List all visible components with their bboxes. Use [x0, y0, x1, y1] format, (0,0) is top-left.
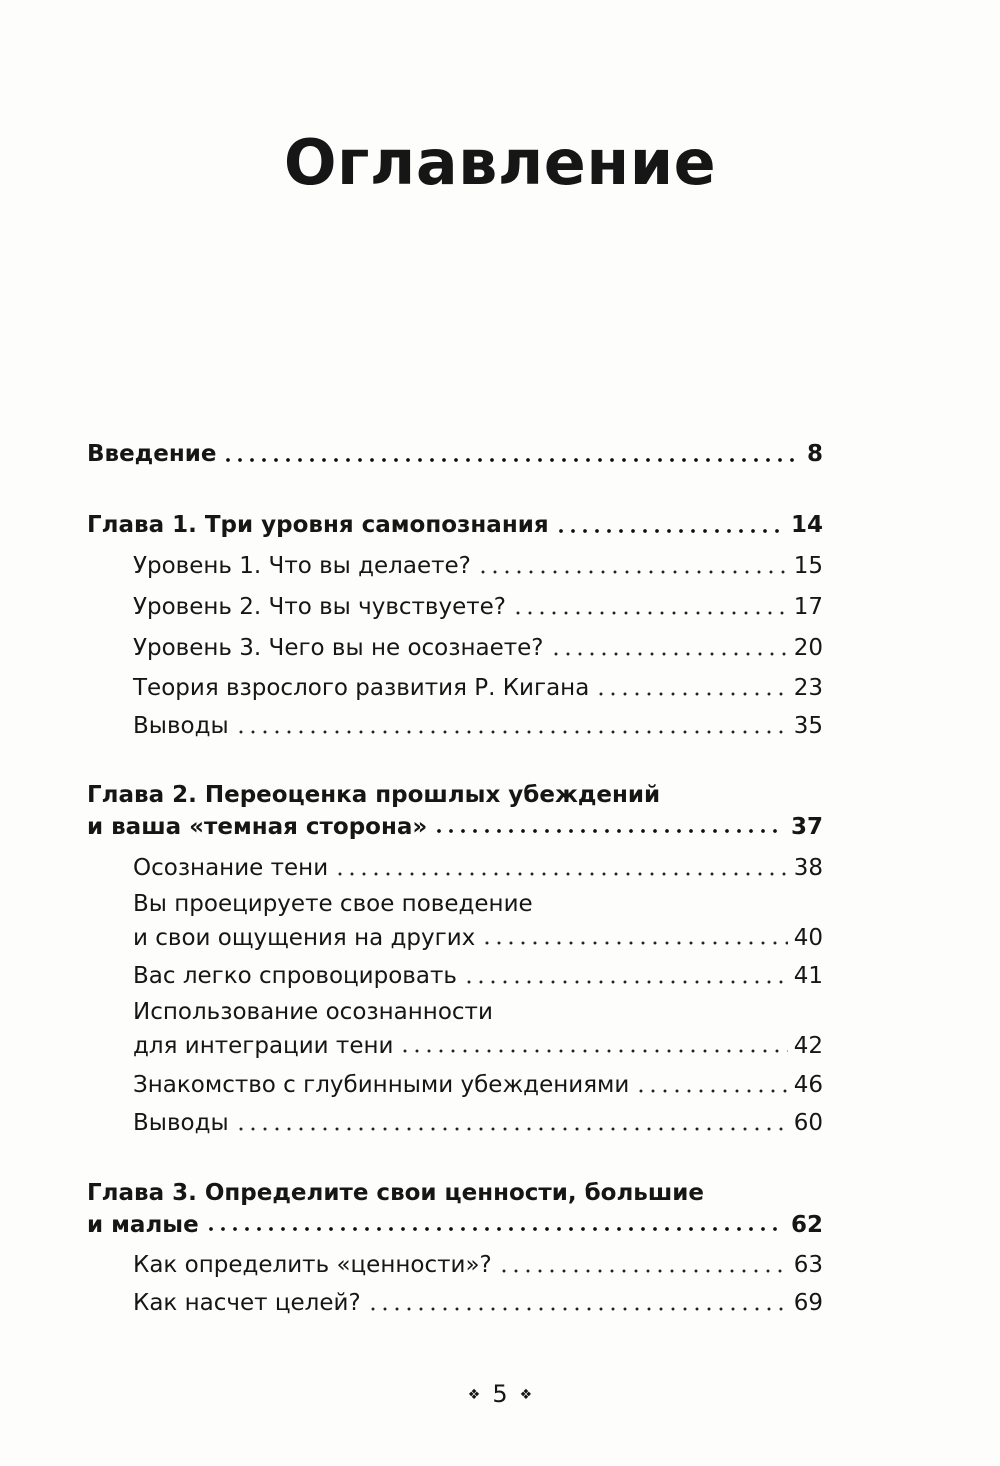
entry-title-line: Глава 2. Переоценка прошлых убеждений [87, 782, 661, 808]
page-number: 15 [793, 553, 823, 579]
page-number: 14 [790, 512, 823, 538]
toc-entry-chapter-3[interactable] [87, 1177, 823, 1241]
entry-title: Уровень 3. Чего вы не осознаете? [133, 635, 544, 661]
page-number: 62 [790, 1212, 823, 1238]
toc-entry[interactable] [133, 1247, 823, 1283]
dot-leader [235, 729, 788, 735]
entry-title: Введение [87, 441, 217, 467]
toc-entry[interactable] [133, 630, 823, 666]
entry-title: и ваша «темная сторона» [87, 814, 428, 840]
entry-title: Теория взрослого развития Р. Кигана [133, 675, 590, 701]
dot-leader [498, 1268, 788, 1274]
entry-title-line: Глава 3. Определите свои ценности, большие [87, 1180, 704, 1206]
toc-entry[interactable] [133, 887, 823, 955]
dot-leader [235, 1126, 788, 1132]
ornament-icon: ❖ [519, 1387, 533, 1403]
page-footer [0, 1380, 1000, 1408]
toc-entry-chapter-2[interactable] [87, 779, 823, 843]
dot-leader [477, 569, 788, 575]
page-number: 40 [793, 925, 823, 951]
entry-title: Уровень 1. Что вы делаете? [133, 553, 471, 579]
entry-title: и малые [87, 1212, 199, 1238]
entry-title: Вас легко спровоцировать [133, 963, 457, 989]
entry-title: Осознание тени [133, 855, 329, 881]
page-number: 8 [806, 441, 823, 467]
page-number: 41 [793, 963, 823, 989]
toc-entry[interactable] [133, 708, 823, 744]
dot-leader [512, 610, 788, 616]
entry-title: Глава 1. Три уровня самопознания [87, 512, 549, 538]
entry-title: и свои ощущения на других [133, 925, 476, 951]
entry-title-line: Вы проецируете свое поведение [133, 891, 533, 917]
page-number: 42 [793, 1033, 823, 1059]
dot-leader [595, 691, 787, 697]
dot-leader [463, 979, 788, 985]
footer-page-number: 5 [492, 1380, 508, 1408]
dot-leader [433, 828, 785, 834]
ornament-icon: ❖ [467, 1387, 481, 1403]
toc-entry[interactable] [133, 850, 823, 886]
entry-title: Выводы [133, 1110, 229, 1136]
toc-entry[interactable] [133, 1067, 823, 1103]
entry-title: Как определить «ценности»? [133, 1252, 492, 1278]
entry-title: Как насчет целей? [133, 1290, 361, 1316]
toc-entry[interactable] [133, 670, 823, 706]
page-number: 35 [793, 713, 823, 739]
dot-leader [367, 1306, 788, 1312]
toc-entry[interactable] [133, 1285, 823, 1321]
dot-leader [555, 528, 785, 534]
toc-entry[interactable] [133, 589, 823, 625]
page-number: 69 [793, 1290, 823, 1316]
page-number: 17 [793, 594, 823, 620]
toc-entry[interactable] [133, 1105, 823, 1141]
dot-leader [399, 1048, 787, 1054]
page-title: Оглавление [283, 126, 717, 199]
page-number: 46 [793, 1072, 823, 1098]
dot-leader [550, 651, 788, 657]
entry-title: для интеграции тени [133, 1033, 394, 1059]
dot-leader [635, 1088, 787, 1094]
page-number: 60 [793, 1110, 823, 1136]
entry-title-line: Использование осознанности [133, 999, 493, 1025]
page-number: 20 [793, 635, 823, 661]
page-number: 63 [793, 1252, 823, 1278]
toc-entry[interactable] [133, 958, 823, 994]
toc-entry[interactable] [133, 995, 823, 1063]
page-number: 38 [793, 855, 823, 881]
entry-title: Знакомство с глубинными убеждениями [133, 1072, 630, 1098]
entry-title: Выводы [133, 713, 229, 739]
page-number: 37 [790, 814, 823, 840]
toc-entry[interactable] [133, 548, 823, 584]
dot-leader [222, 457, 801, 463]
page-number: 23 [793, 675, 823, 701]
toc-entry-intro[interactable] [87, 436, 823, 472]
toc-entry-chapter-1[interactable] [87, 507, 823, 543]
entry-title: Уровень 2. Что вы чувствуете? [133, 594, 506, 620]
dot-leader [481, 940, 787, 946]
dot-leader [334, 871, 788, 877]
dot-leader [205, 1226, 785, 1232]
